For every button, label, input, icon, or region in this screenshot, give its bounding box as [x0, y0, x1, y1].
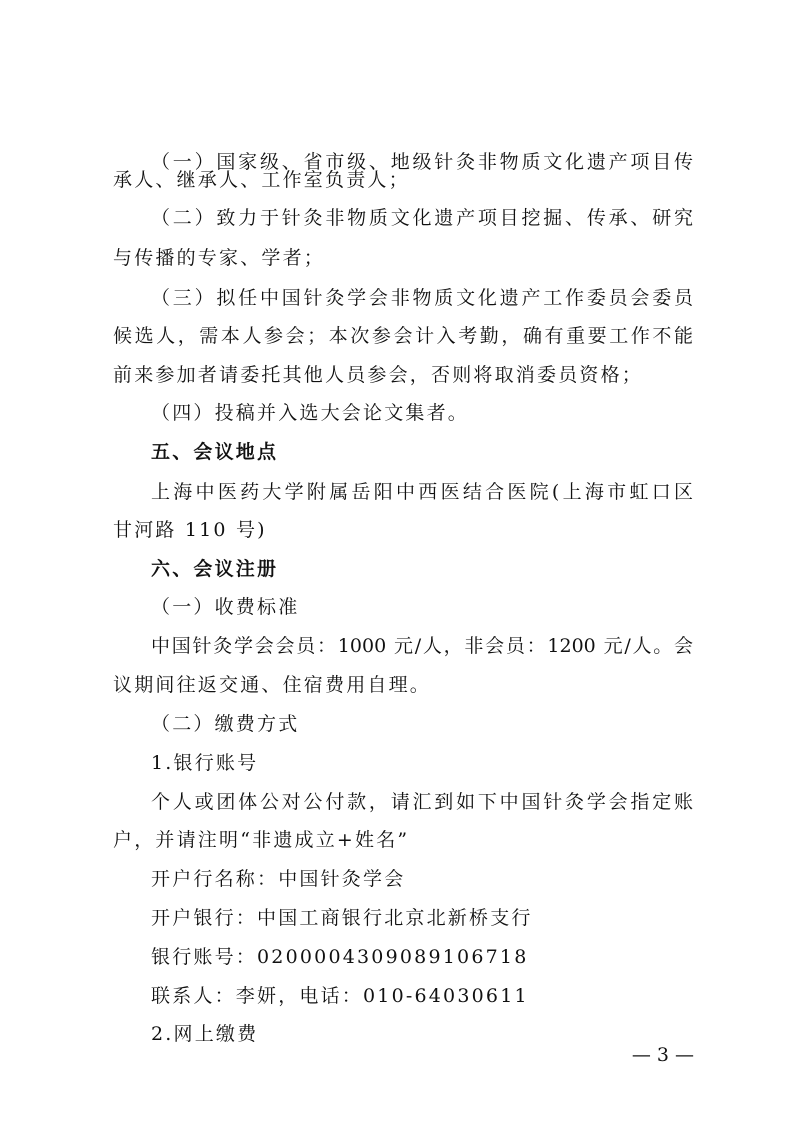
- item2-line2: 与传播的专家、学者；: [113, 247, 326, 269]
- venue-line1: 上海中医药大学附属岳阳中西医结合医院(上海市虹口区: [151, 481, 693, 503]
- item1-line2-visible: 承人、继承人、工作室负责人；: [113, 169, 410, 191]
- page-number: — 3 —: [631, 1044, 694, 1066]
- account-number: 银行账号：0200004309089106718: [151, 946, 529, 968]
- item4-line1: （四）投稿并入选大会论文集者。: [151, 402, 470, 424]
- section-heading-venue: 五、会议地点: [151, 441, 279, 463]
- account-name: 开户行名称：中国针灸学会: [151, 868, 406, 890]
- fee-line2: 议期间往返交通、住宿费用自理。: [113, 674, 432, 696]
- subheading-payment-method: （二）缴费方式: [151, 713, 300, 735]
- item2-line1: （二）致力于针灸非物质文化遗产项目挖掘、传承、研究: [151, 207, 693, 229]
- item3-line3: 前来参加者请委托其他人员参会，否则将取消委员资格；: [113, 364, 644, 386]
- bank-desc-line1: 个人或团体公对公付款，请汇到如下中国针灸学会指定账: [151, 791, 693, 813]
- section-heading-registration: 六、会议注册: [151, 558, 279, 580]
- item1-line1: （一）国家级、省市级、地级针灸非物质文化遗产项目传: [151, 151, 693, 173]
- bank-desc-line2: 户，并请注明“非遗成立+姓名”: [113, 829, 410, 851]
- online-payment-title: 2.网上缴费: [151, 1023, 259, 1045]
- bank-account-title: 1.银行账号: [151, 752, 259, 774]
- fee-line1: 中国针灸学会会员：1000 元/人，非会员：1200 元/人。会: [151, 635, 693, 657]
- venue-line2: 甘河路 110 号): [113, 519, 267, 541]
- contact-info: 联系人：李妍，电话：010-64030611: [151, 985, 529, 1007]
- item3-line2: 候选人，需本人参会；本次参会计入考勤，确有重要工作不能: [113, 325, 693, 347]
- subheading-fee-standard: （一）收费标准: [151, 596, 300, 618]
- bank-branch: 开户银行：中国工商银行北京北新桥支行: [151, 907, 533, 929]
- item3-line1: （三）拟任中国针灸学会非物质文化遗产工作委员会委员: [151, 287, 693, 309]
